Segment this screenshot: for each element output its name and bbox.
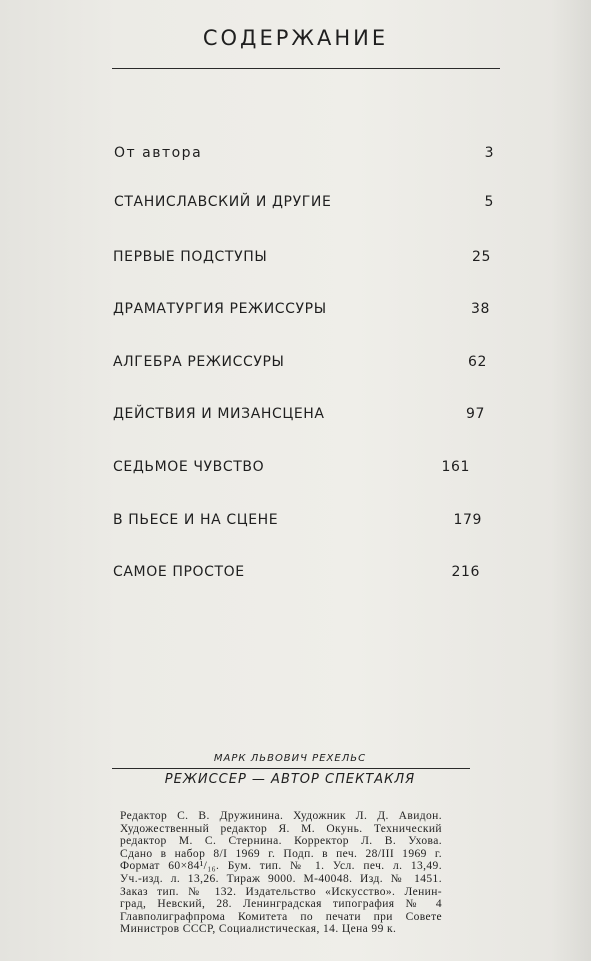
toc-entry-title: САМОЕ ПРОСТОЕ bbox=[113, 564, 245, 580]
toc-entry-title: АЛГЕБРА РЕЖИССУРЫ bbox=[113, 354, 285, 370]
toc-entry-page: 97 bbox=[465, 406, 485, 422]
toc-entry bbox=[113, 512, 482, 528]
imprint-line: Уч.-изд. л. 13,26. Тираж 9000. М-40048. Изд. № 1451. bbox=[120, 872, 442, 885]
imprint-line: Художественный редактор Я. М. Окунь. Технический bbox=[120, 822, 442, 835]
toc-entry bbox=[113, 354, 487, 370]
imprint-line: град, Невский, 28. Ленинградская типография № 4 bbox=[120, 898, 442, 911]
toc-entry-title: В ПЬЕСЕ И НА СЦЕНЕ bbox=[113, 512, 279, 528]
toc-entry-title: ДРАМАТУРГИЯ РЕЖИССУРЫ bbox=[113, 301, 327, 317]
imprint-line: Сдано в набор 8/I 1969 г. Подп. в печ. 28/III 1969 г. bbox=[120, 847, 442, 860]
toc-entry bbox=[114, 145, 495, 161]
toc-entry-title: От автора bbox=[114, 145, 203, 161]
toc-entry-page: 3 bbox=[484, 145, 495, 161]
toc-entry-title: СЕДЬМОЕ ЧУВСТВО bbox=[113, 459, 265, 475]
colophon-author: МАРК ЛЬВОВИЧ РЕХЕЛЬС bbox=[213, 753, 367, 764]
toc-entry-page: 216 bbox=[451, 564, 480, 580]
toc-entry bbox=[113, 564, 480, 580]
imprint-line: Министров СССР, Социалистическая, 14. Цена 99 к. bbox=[120, 923, 397, 936]
colophon-rule bbox=[112, 768, 470, 769]
colophon-book-title: РЕЖИССЕР — АВТОР СПЕКТАКЛЯ bbox=[164, 772, 416, 787]
page-title: СОДЕРЖАНИЕ bbox=[202, 26, 389, 50]
toc-entry bbox=[113, 459, 470, 475]
toc-entry-page: 38 bbox=[470, 301, 490, 317]
toc-entry-title: СТАНИСЛАВСКИЙ И ДРУГИЕ bbox=[114, 194, 332, 210]
toc-entry bbox=[114, 194, 494, 210]
toc-entry bbox=[113, 301, 490, 317]
imprint-line: редактор М. С. Стернина. Корректор Л. В. Ухова. bbox=[120, 835, 442, 848]
toc-entry-page: 5 bbox=[484, 194, 494, 210]
toc-entry bbox=[113, 249, 491, 265]
toc-entry-page: 25 bbox=[471, 249, 491, 265]
toc-entry-page: 179 bbox=[453, 512, 482, 528]
toc-entry bbox=[113, 406, 485, 422]
toc-entry-page: 161 bbox=[441, 459, 470, 475]
toc-entry-title: ПЕРВЫЕ ПОДСТУПЫ bbox=[113, 249, 268, 265]
imprint-line: Главполиграфпрома Комитета по печати при Совете bbox=[120, 910, 442, 923]
toc-entry-title: ДЕЙСТВИЯ И МИЗАНСЦЕНА bbox=[113, 406, 325, 422]
imprint-block bbox=[120, 810, 442, 936]
imprint-line: Редактор С. В. Дружинина. Художник Л. Д. Авидон. bbox=[120, 810, 442, 822]
toc-entry-page: 62 bbox=[467, 354, 487, 370]
imprint-line: Формат 60×84¹/₁₆. Бум. тип. № 1. Усл. печ. л. 13,49. bbox=[120, 860, 442, 873]
title-rule bbox=[112, 68, 500, 69]
imprint-line: Заказ тип. № 132. Издательство «Искусство». Ленин- bbox=[120, 885, 442, 898]
